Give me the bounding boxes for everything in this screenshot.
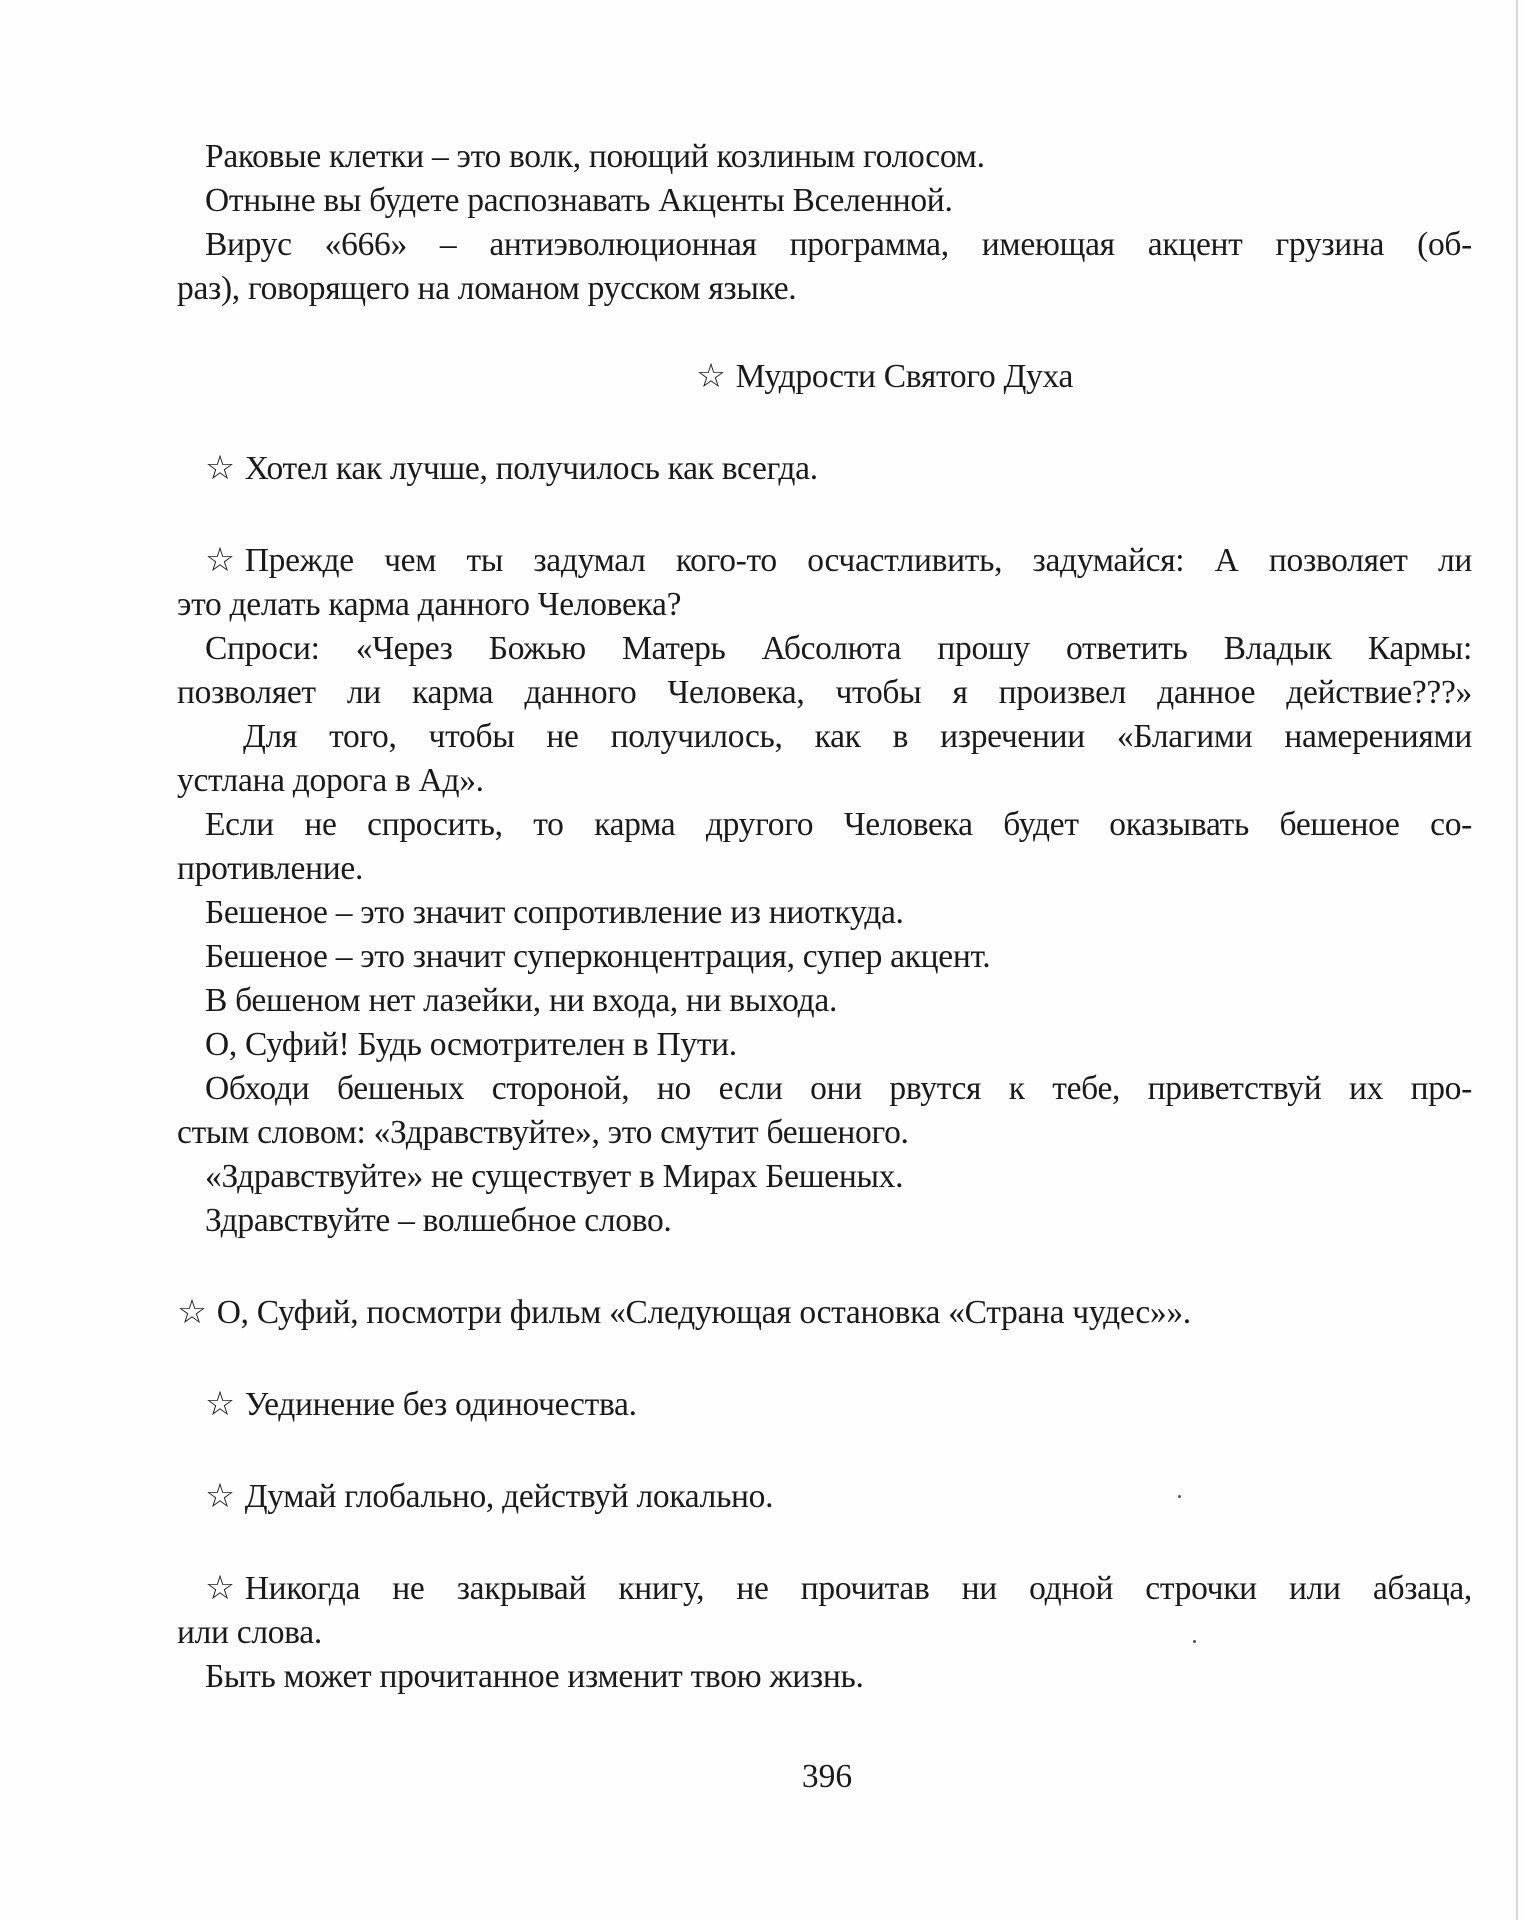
paragraph-line: Для того, чтобы не получилось, как в изречении «Благими намерениями xyxy=(243,718,1472,755)
star-icon: ☆ xyxy=(205,450,235,487)
paragraph-line: Отныне вы будете распознавать Акценты Вселенной. xyxy=(205,182,953,219)
aphorism-text: Хотел как лучше, получилось как всегда. xyxy=(244,450,818,487)
paragraph-line: Здравствуйте – волшебное слово. xyxy=(205,1202,672,1239)
aphorism-text: О, Суфий, посмотри фильм «Следующая остановка «Страна чудес»». xyxy=(216,1294,1191,1331)
star-icon: ☆ xyxy=(205,1570,235,1607)
paragraph-line: Бешеное – это значит сопротивление из ниоткуда. xyxy=(205,894,904,931)
aphorism-line xyxy=(177,1291,1472,1335)
star-icon: ☆ xyxy=(177,1294,207,1331)
page-body xyxy=(177,135,1472,1699)
aphorism-text: Прежде чем ты задумал кого-то осчастливить, задумайся: А позволяет ли xyxy=(244,542,1472,579)
paragraph-line: Вирус «666» – антиэволюционная программа, имеющая акцент грузина (об- xyxy=(205,226,1472,263)
paragraph-line: Бешеное – это значит суперконцентрация, супер акцент. xyxy=(205,938,991,975)
section-heading xyxy=(177,355,1472,399)
section-heading-text: Мудрости Святого Духа xyxy=(735,358,1074,395)
page-number: 396 xyxy=(801,1758,853,1795)
paragraph-line: «Здравствуйте» не существует в Мирах Бешеных. xyxy=(205,1158,904,1195)
paragraph-line: Если не спросить, то карма другого Человека будет оказывать бешеное со- xyxy=(205,806,1472,843)
paragraph-line: Обходи бешеных стороной, но если они рвутся к тебе, приветствуй их про- xyxy=(205,1070,1472,1107)
aphorism-text: Уединение без одиночества. xyxy=(244,1386,637,1423)
paragraph-line: или слова. xyxy=(177,1614,322,1651)
paragraph-line: стым словом: «Здравствуйте», это смутит бешеного. xyxy=(177,1114,909,1151)
paragraph-line: устлана дорога в Ад». xyxy=(177,762,484,799)
paragraph-line: раз), говорящего на ломаном русском языке. xyxy=(177,270,797,307)
aphorism-line xyxy=(177,447,1472,491)
aphorism-text: Никогда не закрывай книгу, не прочитав ни одной строчки или абзаца, xyxy=(244,1570,1472,1607)
paragraph-line: Раковые клетки – это волк, поющий козлиным голосом. xyxy=(205,138,985,175)
paragraph-line: позволяет ли карма данного Человека, чтобы я произвел данное действие???» xyxy=(177,674,1472,711)
paragraph-line: В бешеном нет лазейки, ни входа, ни выхода. xyxy=(205,982,838,1019)
star-icon: ☆ xyxy=(695,358,726,395)
scan-speck xyxy=(1178,1495,1181,1498)
paragraph-line: Спроси: «Через Божью Матерь Абсолюта прошу ответить Владык Кармы: xyxy=(205,630,1472,667)
star-icon: ☆ xyxy=(205,1478,235,1515)
aphorism-line xyxy=(177,1567,1472,1611)
aphorism-line xyxy=(177,1383,1472,1427)
paragraph-line: противление. xyxy=(177,850,364,887)
aphorism-line xyxy=(177,539,1472,583)
star-icon: ☆ xyxy=(205,542,235,579)
paragraph-line: Быть может прочитанное изменит твою жизнь. xyxy=(205,1658,864,1695)
paragraph-line: это делать карма данного Человека? xyxy=(177,586,682,623)
scan-speck xyxy=(1193,1640,1196,1643)
aphorism-text: Думай глобально, действуй локально. xyxy=(244,1478,774,1515)
star-icon: ☆ xyxy=(205,1386,235,1423)
aphorism-line xyxy=(177,1475,1472,1519)
paragraph-line: О, Суфий! Будь осмотрителен в Пути. xyxy=(205,1026,737,1063)
page-edge-shadow xyxy=(1516,0,1518,1920)
